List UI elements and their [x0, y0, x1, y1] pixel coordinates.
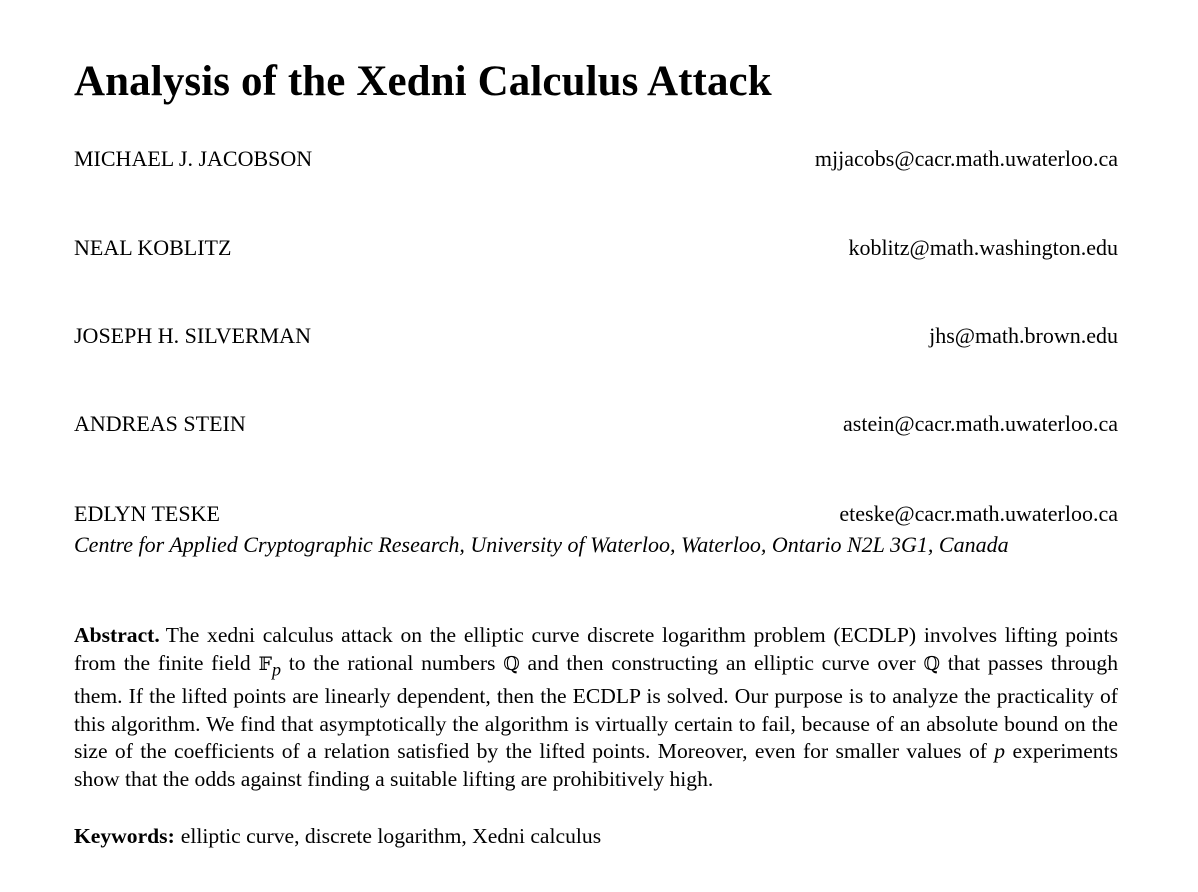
abstract-text: and then constructing an elliptic curve over [519, 650, 924, 675]
finite-field-symbol: 𝔽 [258, 652, 272, 675]
author-name: EDLYN TESKE [74, 501, 220, 526]
keywords [74, 822, 1118, 850]
author-row [74, 234, 1118, 262]
author-row [74, 410, 1118, 438]
finite-field-subscript: p [271, 658, 281, 679]
author-email: mjjacobs@cacr.math.uwaterloo.ca [814, 146, 1118, 171]
author-name: JOSEPH H. SILVERMAN [74, 323, 311, 348]
author-email: jhs@math.brown.edu [929, 323, 1118, 348]
author-name: MICHAEL J. JACOBSON [74, 146, 313, 171]
abstract-label: Abstract. [74, 623, 160, 647]
abstract-text: that passes through them. If the lifted points are linearly dependent, then the ECDLP is solved. Our purpose is to analyze the practicality of this algorithm. We find that asymptotically the algorithm is virtually certain to fail, because of an absolute bound on the size of the coefficients of a relation satisfied by the lifted points. Moreover, even for smaller values of [74, 650, 1118, 764]
author-name: ANDREAS STEIN [74, 411, 246, 436]
author-email: koblitz@math.washington.edu [848, 235, 1118, 260]
affiliation: Centre for Applied Cryptographic Research, University of Waterloo, Waterloo, Ontario N2L 3G1, Canada [74, 532, 1009, 557]
rationals-symbol: ℚ [923, 652, 941, 675]
keywords-text: elliptic curve, discrete logarithm, Xedni calculus [180, 824, 602, 848]
author-email: astein@cacr.math.uwaterloo.ca [843, 411, 1118, 436]
keywords-label: Keywords: [74, 824, 175, 848]
author-name: NEAL KOBLITZ [74, 235, 232, 260]
abstract-text: experiments show that the odds against finding a suitable lifting are prohibitively high. [74, 739, 1118, 791]
author-email: eteske@cacr.math.uwaterloo.ca [839, 501, 1118, 526]
abstract [74, 622, 1118, 793]
author-row [74, 322, 1118, 350]
abstract-text: to the rational numbers [280, 650, 504, 675]
variable-p: p [994, 739, 1006, 764]
abstract-text: The xedni calculus attack on the elliptic curve discrete logarithm problem (ECDLP) involves lifting points from the finite field [74, 623, 1118, 675]
author-row [74, 500, 1118, 528]
paper-title: Analysis of the Xedni Calculus Attack [74, 58, 772, 105]
rationals-symbol: ℚ [503, 652, 520, 675]
author-row [74, 145, 1118, 173]
